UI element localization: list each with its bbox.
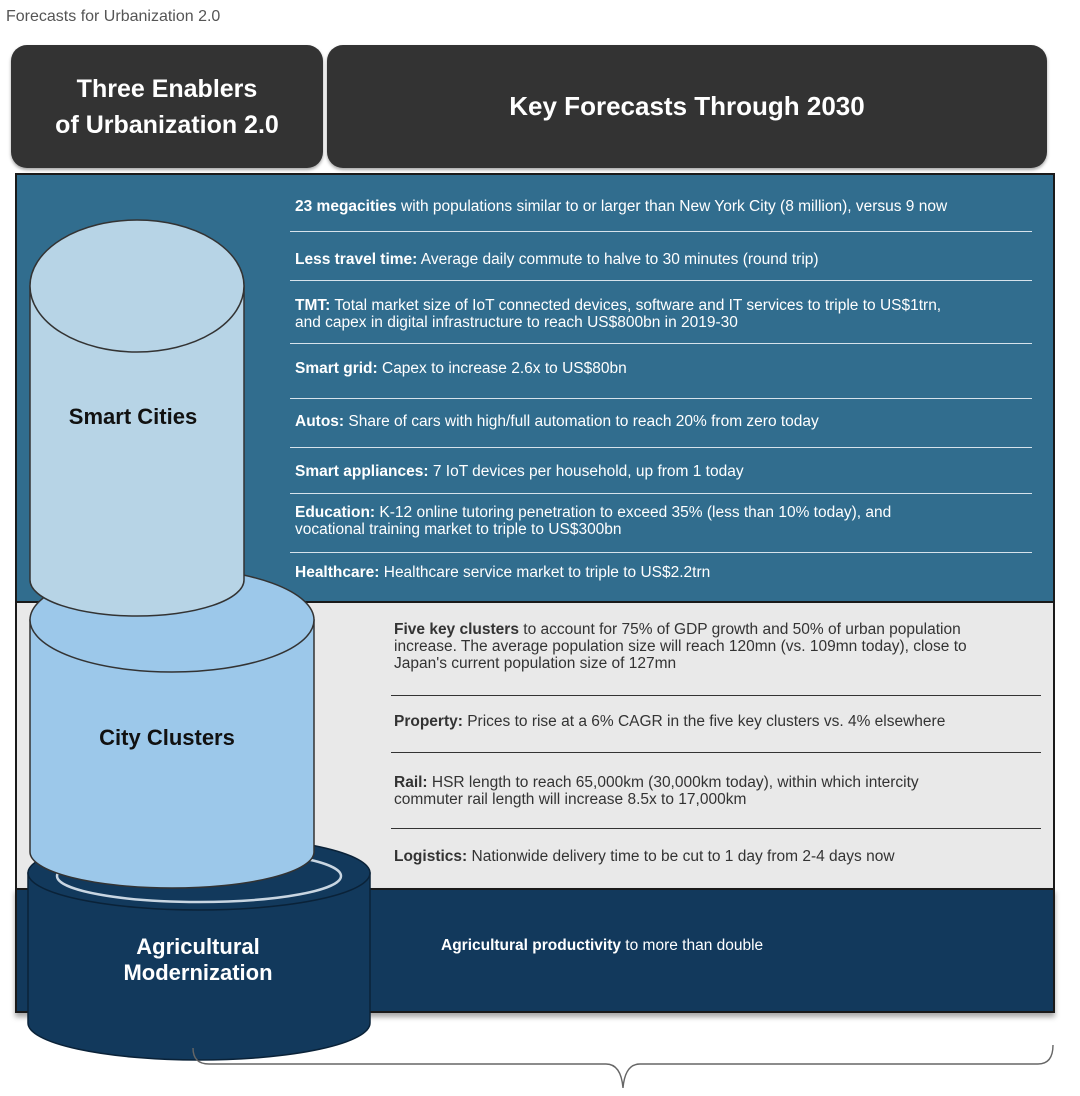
agricultural-label: [28, 934, 368, 986]
smart-cities-label: Smart Cities: [68, 404, 198, 429]
agricultural-label-line2: Modernization: [123, 960, 273, 985]
forecasts-header: Key Forecasts Through 2030: [327, 45, 1047, 168]
forecast-logistics: Logistics: Nationwide delivery time to be cut to 1 day from 2-4 days now: [394, 848, 895, 865]
enablers-header-line1: Three Enablers: [76, 74, 258, 103]
forecast-travel-time: Less travel time: Average daily commute to halve to 30 minutes (round trip): [295, 251, 819, 268]
forecast-megacities: 23 megacities with populations similar to or larger than New York City (8 million), versus 9 now: [295, 198, 948, 215]
forecast-agricultural-productivity: Agricultural productivity to more than double: [441, 937, 764, 954]
forecast-smart-appliances: Smart appliances: 7 IoT devices per household, up from 1 today: [295, 463, 744, 480]
agricultural-label-line1: Agricultural: [136, 934, 260, 959]
forecast-autos: Autos: Share of cars with high/full automation to reach 20% from zero today: [295, 413, 819, 430]
forecast-smart-grid: Smart grid: Capex to increase 2.6x to US$80bn: [295, 360, 627, 377]
bracket: [193, 1045, 1053, 1088]
forecast-tmt: TMT: Total market size of IoT connected devices, software and IT services to triple to US$1trn, and capex in digital infrastructure to reach US$800bn in 2019-30: [295, 297, 942, 331]
forecast-rail: Rail: HSR length to reach 65,000km (30,000km today), within which intercity commuter rail length will increase 8.5x to 17,000km: [394, 774, 919, 808]
city-clusters-label: City Clusters: [99, 725, 235, 750]
forecast-healthcare: Healthcare: Healthcare service market to triple to US$2.2trn: [295, 564, 711, 581]
forecast-education: Education: K-12 online tutoring penetration to exceed 35% (less than 10% today), and vocational training market to triple to US$300bn: [295, 504, 892, 538]
forecast-five-key-clusters: Five key clusters to account for 75% of GDP growth and 50% of urban population increase. The average population size will reach 120mn (vs. 109mn today), close to Japan's current population size of 127mn: [394, 621, 967, 672]
page-title: Forecasts for Urbanization 2.0: [6, 8, 221, 25]
forecast-property: Property: Prices to rise at a 6% CAGR in the five key clusters vs. 4% elsewhere: [394, 713, 946, 730]
enablers-header-line2: of Urbanization 2.0: [55, 110, 279, 139]
